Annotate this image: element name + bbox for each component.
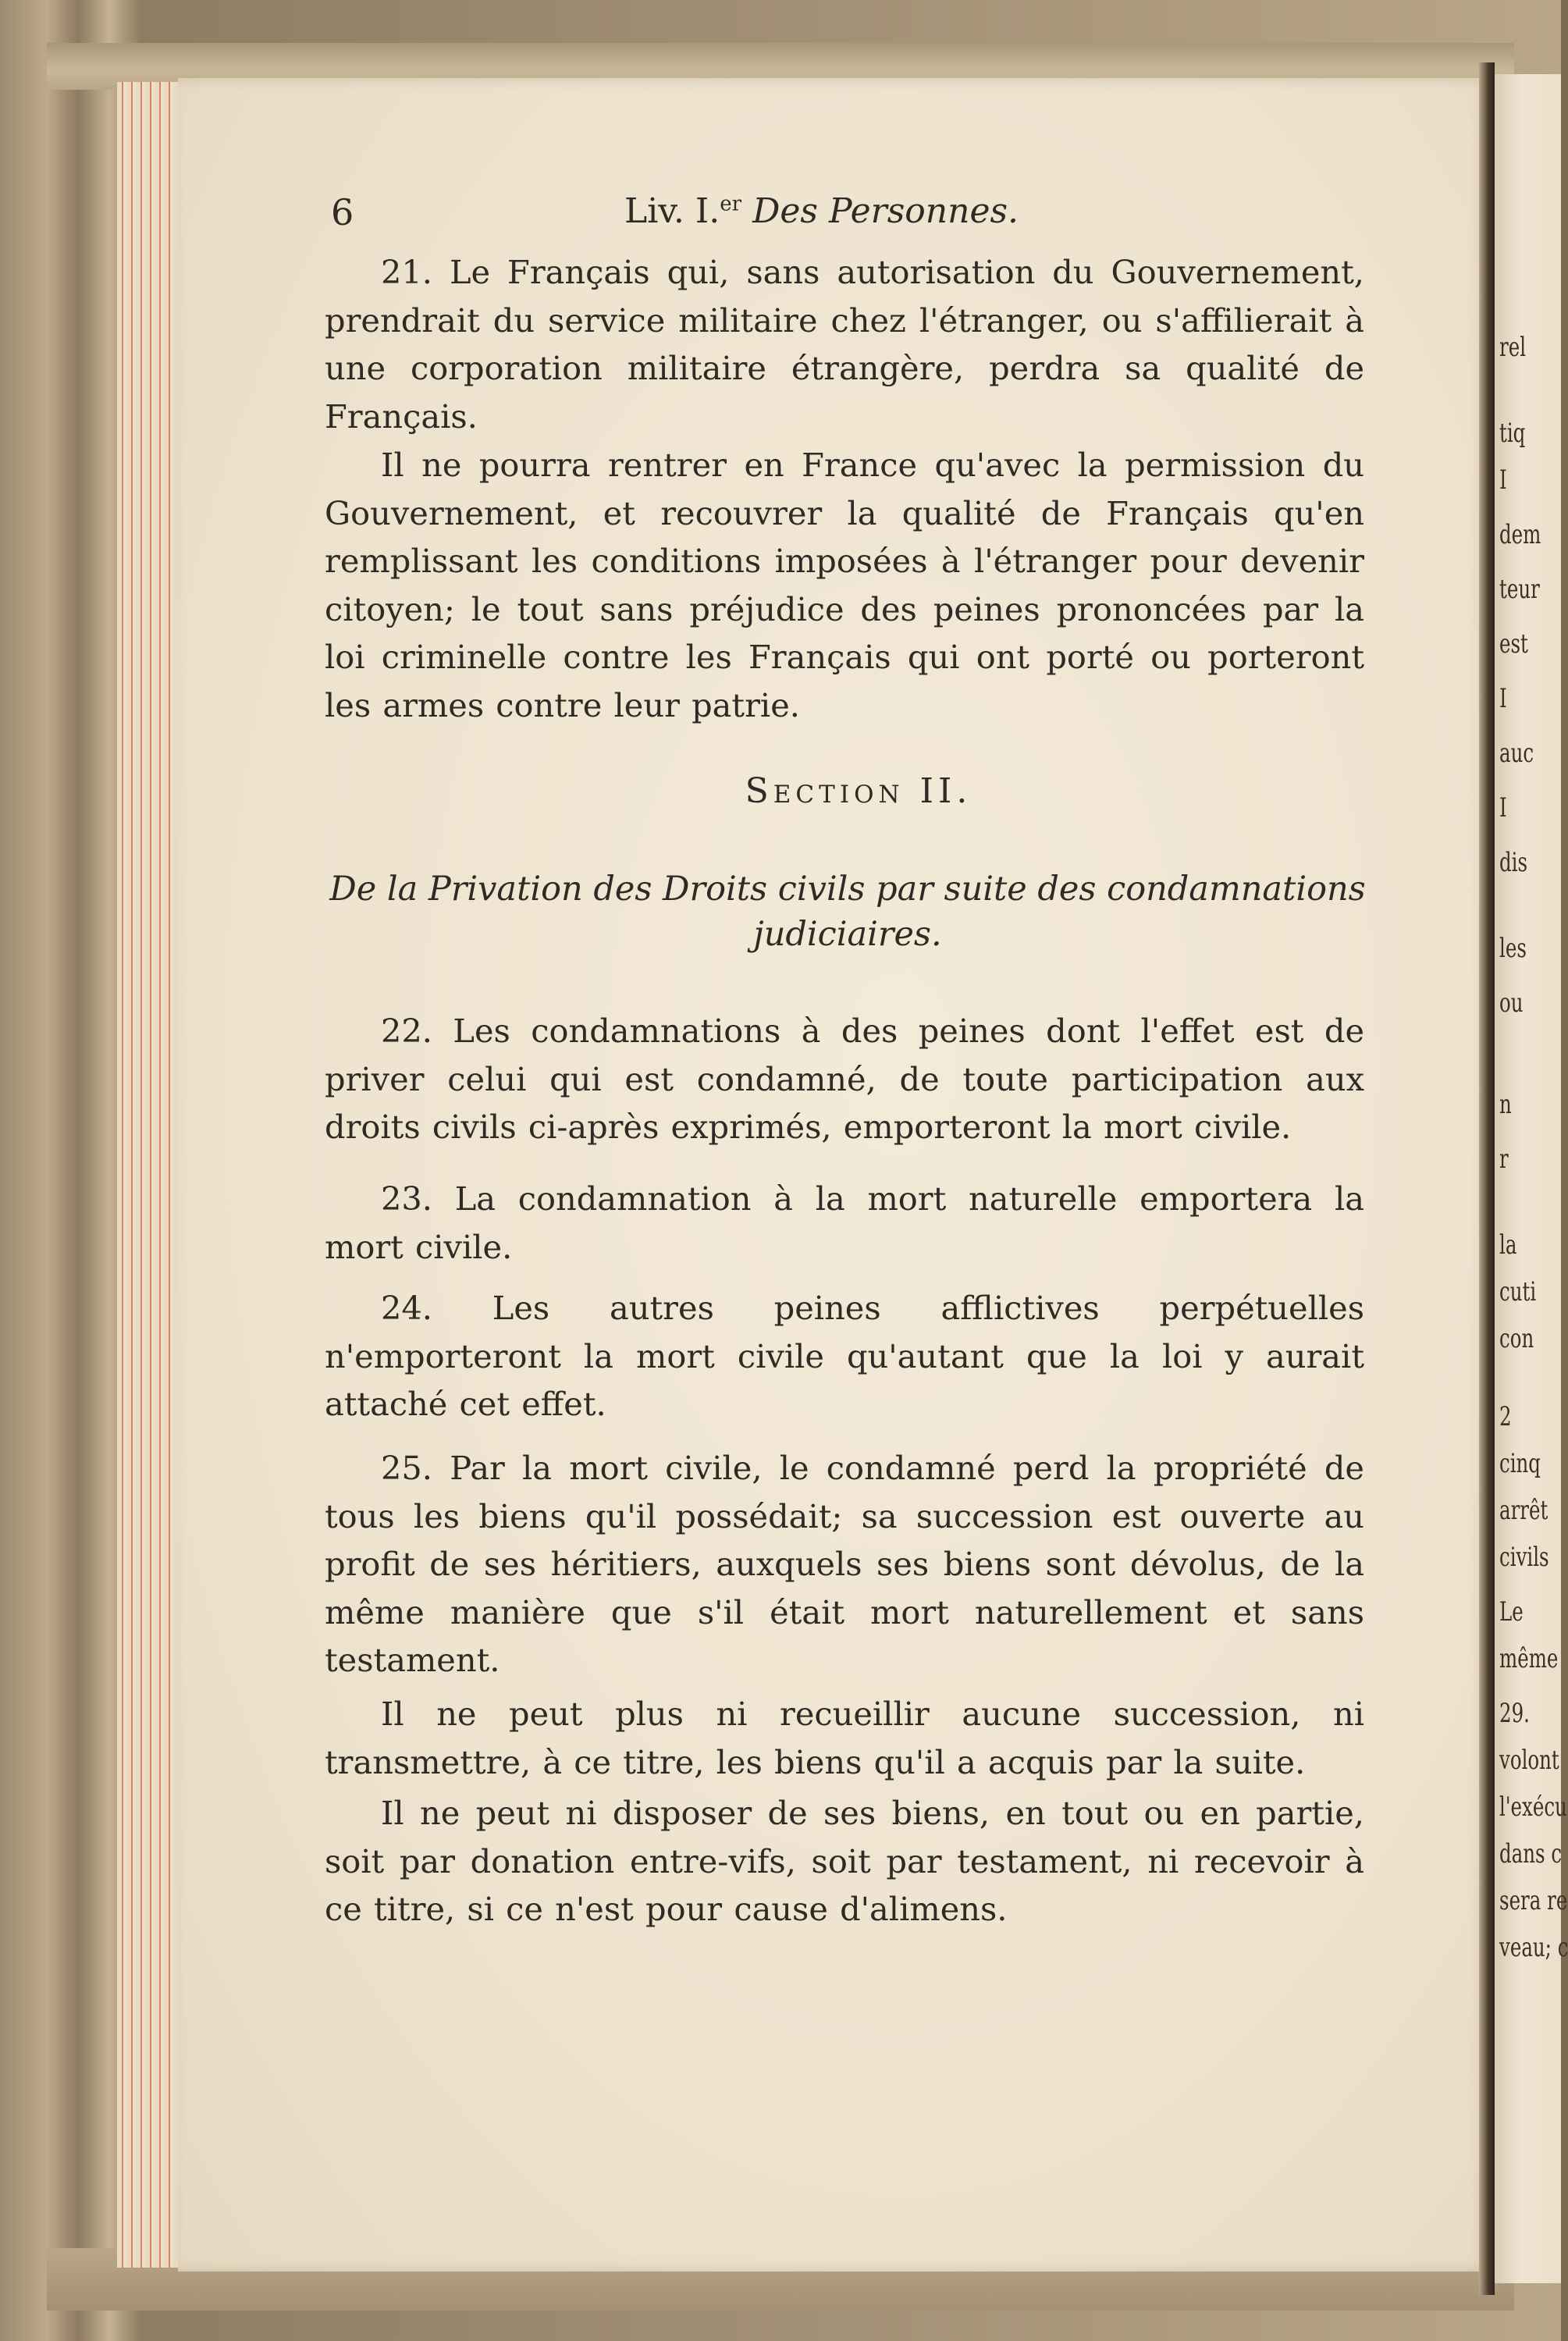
facing-fragment: ou (1499, 987, 1524, 1019)
page-edges-left (117, 82, 180, 2268)
facing-fragment: dis (1499, 847, 1528, 878)
article-21: 21. Le Français qui, sans autorisation du Gouvernement, prendrait du service militaire chez l'étranger, ou s'affilierait à une corporation militaire étrangère, perdra sa qualité de Français. (325, 253, 1364, 436)
facing-fragment: con (1499, 1323, 1534, 1354)
facing-fragment: 2 (1499, 1401, 1512, 1432)
running-head (624, 191, 1019, 231)
facing-fragment: est (1499, 628, 1528, 660)
facing-fragment: volont (1499, 1745, 1559, 1776)
facing-page-edge (1495, 74, 1568, 2283)
facing-fragment: r (1499, 1144, 1509, 1175)
running-head-title: Des Personnes. (752, 191, 1019, 231)
facing-fragment: cinq (1499, 1448, 1541, 1479)
facing-fragment: Le (1499, 1596, 1524, 1628)
facing-fragment: I (1499, 464, 1507, 496)
facing-fragment: 29. (1499, 1698, 1530, 1729)
article-23: 23. La condamnation à la mort naturelle emportera la mort civile. (325, 1179, 1364, 1266)
facing-fragment: auc (1499, 738, 1534, 769)
book-gutter (1479, 62, 1495, 2295)
article-22: 22. Les condamnations à des peines dont l'effet est de priver celui qui est condamné, de toute participation aux droits civils ci-après exprimés, emporteront la mort civile. (325, 1012, 1364, 1146)
article-25-para-3: Il ne peut ni disposer de ses biens, en tout ou en partie, soit par donation entre-vifs, soit par testament, ni recevoir à ce titre, si ce n'est pour cause d'alimens. (325, 1794, 1364, 1928)
article-25: 25. Par la mort civile, le condamné perd la propriété de tous les biens qu'il possédait; sa succession est ouverte au profit de ses héritiers, auxquels ses biens sont dévolus, de la même manière que s'il était mort naturellement et sans testament. (325, 1449, 1364, 1679)
facing-fragment: veau; c (1499, 1932, 1568, 1963)
running-head-sup: er (720, 192, 742, 216)
facing-fragment: teur (1499, 574, 1540, 605)
facing-fragment: civils (1499, 1542, 1549, 1573)
facing-fragment: dem (1499, 519, 1541, 550)
facing-fragment: arrêt (1499, 1495, 1548, 1526)
facing-fragment: I (1499, 683, 1507, 714)
facing-fragment: les (1499, 933, 1527, 964)
facing-fragment: dans c (1499, 1838, 1563, 1870)
page-number: 6 (331, 191, 354, 233)
facing-fragment: rel (1499, 332, 1527, 363)
facing-fragment: même (1499, 1643, 1559, 1674)
section-subtitle: De la Privation des Droits civils par suite des condamnations judiciaires. (329, 870, 1366, 954)
running-head-prefix: Liv. I. (624, 191, 720, 231)
facing-fragment: l'exécu (1499, 1791, 1567, 1823)
article-21-para-2: Il ne pourra rentrer en France qu'avec la permission du Gouvernement, et recouvrer la qualité de Français qu'en remplissant les conditions imposées à l'étranger pour devenir citoyen; le tout sans préjudice des peines prononcées par la loi criminelle contre les Français qui ont porté ou porteront les armes contre leur patrie. (325, 446, 1364, 724)
facing-fragment: cuti (1499, 1276, 1537, 1307)
facing-fragment: n (1499, 1089, 1512, 1120)
facing-fragment: la (1499, 1229, 1517, 1261)
facing-fragment: sera re (1499, 1885, 1568, 1916)
article-24: 24. Les autres peines afflictives perpétuelles n'emporteront la mort civile qu'autant que la loi y aurait attaché cet effet. (325, 1289, 1364, 1423)
article-25-para-2: Il ne peut plus ni recueillir aucune succession, ni transmettre, à ce titre, les biens qu'il a acquis par la suite. (325, 1695, 1364, 1781)
facing-fragment: tiq (1499, 418, 1526, 449)
section-title: Section II. (745, 771, 972, 811)
facing-fragment: I (1499, 792, 1507, 824)
